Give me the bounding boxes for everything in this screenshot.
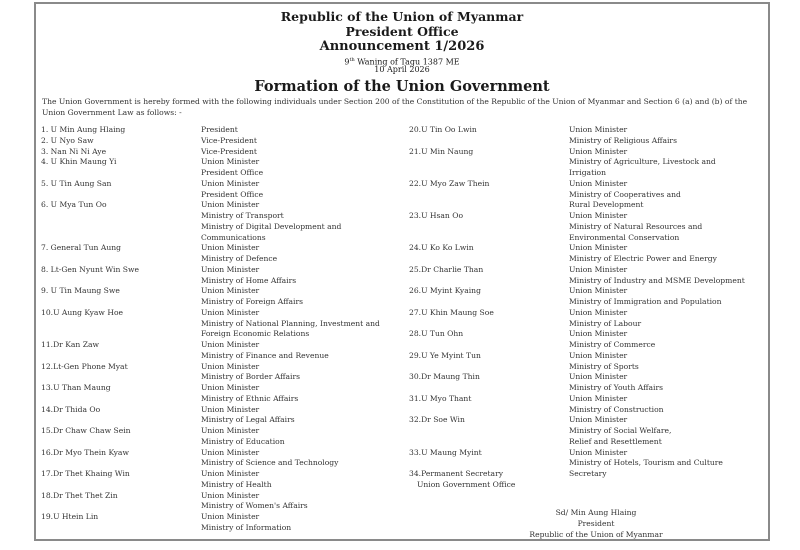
announcement-document bbox=[34, 2, 770, 541]
member-name bbox=[41, 491, 201, 513]
member-roles bbox=[569, 147, 716, 179]
member-entry bbox=[409, 448, 745, 470]
member-entry bbox=[41, 448, 380, 470]
member-name bbox=[409, 469, 569, 491]
member-name-text: 31.U Myo Thant bbox=[409, 393, 472, 403]
member-entry bbox=[41, 383, 380, 405]
member-name bbox=[409, 286, 569, 308]
member-position: Vice-President bbox=[201, 146, 257, 156]
member-roles bbox=[201, 125, 238, 136]
member-entry bbox=[41, 426, 380, 448]
member-position: Union Minister bbox=[569, 125, 628, 134]
date-day: 9 bbox=[344, 57, 350, 67]
member-name bbox=[409, 308, 569, 330]
member-ministry: Ministry of Agriculture, Livestock and bbox=[569, 157, 716, 167]
member-position: Union Minister bbox=[201, 383, 260, 392]
member-ministry: Ministry of Education bbox=[201, 436, 285, 446]
member-position: Union Minister bbox=[201, 243, 260, 253]
member-name-text: 3. Nan Ni Ni Aye bbox=[41, 146, 107, 156]
member-roles bbox=[201, 426, 285, 448]
header-country: Republic of the Union of Myanmar bbox=[280, 9, 524, 24]
member-name-text: 25.Dr Charlie Than bbox=[409, 264, 484, 274]
member-roles bbox=[569, 394, 664, 416]
signature-country: Republic of the Union of Myanmar bbox=[529, 529, 663, 539]
member-ministry: Rural Development bbox=[569, 200, 644, 210]
member-name bbox=[409, 211, 569, 243]
member-name-text: 9. U Tin Maung Swe bbox=[41, 286, 120, 296]
member-position: Union Minister bbox=[569, 146, 628, 156]
signature-name: Sd/ Min Aung Hlaing bbox=[555, 508, 637, 517]
member-ministry: Ministry of Foreign Affairs bbox=[201, 297, 303, 306]
header-announcement-number: Announcement 1/2026 bbox=[319, 39, 485, 54]
member-name-text: 17.Dr Thet Khaing Win bbox=[41, 469, 130, 478]
member-position: Union Minister bbox=[201, 404, 260, 414]
member-name-text: 12.Lt-Gen Phone Myat bbox=[41, 361, 128, 371]
member-name-text: 18.Dr Thet Thet Zin bbox=[41, 490, 118, 500]
member-roles bbox=[201, 362, 300, 384]
member-entry bbox=[409, 329, 745, 351]
member-name bbox=[409, 147, 569, 179]
member-name bbox=[41, 362, 201, 384]
member-name-text: 5. U Tin Aung San bbox=[41, 178, 112, 188]
member-ministry: Ministry of Information bbox=[201, 522, 292, 532]
date-ordinal: th bbox=[349, 57, 355, 63]
member-roles bbox=[569, 351, 639, 373]
member-name-text: 15.Dr Chaw Chaw Sein bbox=[41, 426, 131, 435]
member-position: Union Minister bbox=[201, 307, 260, 317]
member-name-text: 1. U Min Aung Hlaing bbox=[41, 125, 126, 134]
member-entry bbox=[41, 125, 380, 136]
member-name bbox=[41, 179, 201, 201]
member-entry bbox=[409, 469, 745, 491]
member-entry bbox=[41, 469, 380, 491]
member-entry bbox=[409, 179, 745, 211]
member-name bbox=[41, 157, 201, 179]
member-entry bbox=[409, 265, 745, 287]
member-entry bbox=[41, 265, 380, 287]
member-entry bbox=[41, 512, 380, 534]
member-name-text: 24.U Ko Ko Lwin bbox=[409, 243, 474, 253]
member-ministry: Ministry of Electric Power and Energy bbox=[569, 254, 717, 263]
member-entry bbox=[409, 372, 745, 394]
member-name-text: 27.U Khin Maung Soe bbox=[409, 307, 494, 317]
member-roles bbox=[569, 469, 607, 491]
member-position: Union Minister bbox=[201, 286, 260, 296]
member-roles bbox=[569, 308, 641, 330]
member-list-right bbox=[409, 125, 745, 491]
member-ministry: Ministry of Health bbox=[201, 479, 272, 489]
member-ministry: Ministry of Ethnic Affairs bbox=[201, 393, 299, 403]
member-name-text: 14.Dr Thida Oo bbox=[41, 404, 101, 414]
member-position: Union Minister bbox=[569, 243, 628, 253]
member-ministry: Ministry of Commerce bbox=[569, 340, 656, 349]
member-name bbox=[41, 469, 201, 491]
member-ministry: Relief and Resettlement bbox=[569, 436, 662, 446]
member-ministry: President Office bbox=[201, 189, 264, 199]
member-position: Union Minister bbox=[569, 178, 628, 188]
member-ministry: Ministry of Cooperatives and bbox=[569, 189, 681, 199]
member-roles bbox=[569, 448, 723, 470]
member-name-text: 33.U Maung Myint bbox=[409, 447, 482, 457]
member-ministry: Ministry of Women's Affairs bbox=[201, 501, 308, 511]
member-ministry: Ministry of Social Welfare, bbox=[569, 426, 672, 435]
member-name bbox=[409, 394, 569, 416]
member-position: Union Minister bbox=[569, 372, 628, 382]
member-ministry: Ministry of Digital Development and bbox=[201, 221, 342, 231]
member-name-text: 8. Lt-Gen Nyunt Win Swe bbox=[41, 264, 139, 274]
intro-paragraph: The Union Government is hereby formed with the following individuals under Section 200 of the Constitution of the Republic of the Union of Myanmar and Section 6 (a) and (b) of the Union Government Law as follows: - bbox=[42, 97, 748, 117]
member-entry bbox=[41, 340, 380, 362]
member-name bbox=[41, 340, 201, 362]
header-office: President Office bbox=[345, 24, 459, 39]
member-name-text: 20.U Tin Oo Lwin bbox=[409, 125, 477, 134]
member-position: Union Minister bbox=[569, 393, 628, 403]
member-name bbox=[41, 243, 201, 265]
signature-title: President bbox=[577, 518, 615, 528]
member-name bbox=[41, 136, 201, 147]
member-name bbox=[41, 308, 201, 340]
member-ministry: Ministry of Home Affairs bbox=[201, 275, 297, 285]
member-entry bbox=[41, 405, 380, 427]
member-roles bbox=[201, 448, 338, 470]
member-ministry: Ministry of Sports bbox=[569, 361, 639, 371]
member-name-text: 4. U Khin Maung Yi bbox=[41, 157, 117, 167]
member-roles bbox=[201, 200, 341, 243]
member-roles bbox=[201, 512, 291, 534]
member-position: Vice-President bbox=[201, 135, 257, 145]
member-position: Union Minister bbox=[569, 329, 628, 339]
member-roles bbox=[569, 265, 745, 287]
member-position: Union Minister bbox=[201, 264, 260, 274]
member-position: Union Minister bbox=[201, 178, 260, 188]
member-entry bbox=[409, 243, 745, 265]
member-name-text: 10.U Aung Kyaw Hoe bbox=[41, 307, 124, 317]
member-ministry: President Office bbox=[201, 168, 264, 177]
member-name bbox=[41, 265, 201, 287]
member-ministry: Ministry of Science and Technology bbox=[201, 458, 339, 468]
member-ministry: Ministry of Border Affairs bbox=[201, 372, 301, 382]
member-roles bbox=[569, 286, 722, 308]
member-name bbox=[409, 179, 569, 211]
member-roles bbox=[201, 265, 296, 287]
member-entry bbox=[41, 362, 380, 384]
member-roles bbox=[201, 286, 303, 308]
member-position: Union Minister bbox=[201, 340, 260, 349]
member-name bbox=[409, 448, 569, 470]
member-ministry: Ministry of Natural Resources and bbox=[569, 221, 703, 231]
member-roles bbox=[201, 308, 380, 340]
member-name bbox=[409, 351, 569, 373]
member-name bbox=[409, 265, 569, 287]
member-name-text: 16.Dr Myo Thein Kyaw bbox=[41, 447, 129, 457]
member-entry bbox=[41, 200, 380, 243]
member-ministry: Ministry of Legal Affairs bbox=[201, 415, 295, 425]
member-entry bbox=[409, 351, 745, 373]
member-name bbox=[41, 147, 201, 158]
member-position: Union Minister bbox=[201, 512, 260, 521]
member-position: Union Minister bbox=[569, 415, 628, 425]
member-roles bbox=[569, 211, 702, 243]
member-roles bbox=[569, 329, 655, 351]
member-name bbox=[41, 125, 201, 136]
member-name-text: 23.U Hsan Oo bbox=[409, 211, 464, 220]
member-roles bbox=[569, 125, 677, 147]
member-position: Union Minister bbox=[569, 211, 628, 220]
member-position: Union Minister bbox=[201, 157, 260, 167]
member-entry bbox=[409, 308, 745, 330]
member-position: Union Minister bbox=[569, 307, 628, 317]
member-ministry: Environmental Conservation bbox=[569, 232, 680, 242]
signature-block bbox=[476, 508, 716, 540]
member-ministry: Ministry of Industry and MSME Development bbox=[569, 275, 745, 285]
member-name bbox=[41, 405, 201, 427]
member-entry bbox=[409, 415, 745, 447]
member-entry bbox=[41, 147, 380, 158]
member-roles bbox=[201, 469, 272, 491]
member-roles bbox=[201, 157, 263, 179]
member-roles bbox=[201, 340, 329, 362]
member-position: Union Minister bbox=[201, 361, 260, 371]
member-entry bbox=[41, 157, 380, 179]
header-gregorian-date: 10 April 2026 bbox=[374, 65, 430, 74]
member-position: Union Minister bbox=[201, 426, 260, 435]
member-name-text: 11.Dr Kan Zaw bbox=[41, 340, 100, 349]
member-list-left bbox=[41, 125, 380, 534]
date-rest: Waning of Tagu 1387 ME bbox=[354, 57, 460, 67]
member-ministry: Ministry of Labour bbox=[569, 318, 642, 328]
member-name bbox=[409, 243, 569, 265]
member-name bbox=[41, 512, 201, 534]
member-name bbox=[409, 125, 569, 147]
member-name bbox=[409, 372, 569, 394]
document-title: Formation of the Union Government bbox=[254, 78, 550, 95]
member-name-text: 7. General Tun Aung bbox=[41, 243, 121, 253]
member-ministry: Ministry of Defence bbox=[201, 254, 278, 263]
member-ministry: Irrigation bbox=[569, 168, 607, 177]
member-position: President bbox=[201, 125, 238, 134]
member-name-text: 13.U Than Maung bbox=[41, 383, 111, 392]
member-roles bbox=[569, 243, 717, 265]
member-entry bbox=[41, 136, 380, 147]
member-entry bbox=[41, 308, 380, 340]
member-roles bbox=[201, 491, 308, 513]
member-entry bbox=[41, 243, 380, 265]
member-name-text: 29.U Ye Myint Tun bbox=[409, 350, 481, 360]
member-name-text: 28.U Tun Ohn bbox=[409, 329, 464, 339]
member-roles bbox=[201, 383, 298, 405]
member-entry bbox=[409, 211, 745, 243]
member-ministry: Ministry of Construction bbox=[569, 404, 664, 414]
member-position: Secretary bbox=[569, 469, 607, 478]
member-position: Union Minister bbox=[201, 200, 260, 210]
member-entry bbox=[41, 491, 380, 513]
member-entry bbox=[41, 179, 380, 201]
member-roles bbox=[201, 405, 295, 427]
member-name bbox=[41, 426, 201, 448]
member-ministry: Communications bbox=[201, 232, 266, 242]
member-roles bbox=[201, 179, 263, 201]
member-name bbox=[41, 286, 201, 308]
member-ministry: Ministry of Finance and Revenue bbox=[201, 350, 329, 360]
member-name-text: 30.Dr Maung Thin bbox=[409, 372, 480, 382]
member-name bbox=[409, 329, 569, 351]
member-position: Union Minister bbox=[201, 490, 260, 500]
member-name-text: 34.Permanent Secretary bbox=[409, 469, 504, 478]
member-name bbox=[41, 200, 201, 243]
member-position: Union Minister bbox=[201, 469, 260, 478]
member-entry bbox=[41, 286, 380, 308]
member-ministry: Ministry of Transport bbox=[201, 211, 284, 220]
member-position: Union Minister bbox=[569, 264, 628, 274]
member-name-text: 6. U Mya Tun Oo bbox=[41, 200, 107, 210]
member-roles bbox=[201, 136, 257, 147]
member-entry bbox=[409, 286, 745, 308]
member-roles bbox=[201, 147, 257, 158]
member-roles bbox=[569, 372, 663, 394]
member-ministry: Ministry of Religious Affairs bbox=[569, 135, 677, 145]
member-name-subline: Union Government Office bbox=[417, 479, 516, 489]
member-entry bbox=[409, 147, 745, 179]
member-entry bbox=[409, 394, 745, 416]
member-position: Union Minister bbox=[569, 447, 628, 457]
member-roles bbox=[201, 243, 277, 265]
member-name-text: 26.U Myint Kyaing bbox=[409, 286, 481, 296]
member-ministry: Ministry of Immigration and Population bbox=[569, 297, 722, 306]
member-ministry: Foreign Economic Relations bbox=[201, 329, 310, 339]
member-ministry: Ministry of Hotels, Tourism and Culture bbox=[569, 458, 723, 468]
member-name-text: 21.U Min Naung bbox=[409, 146, 474, 156]
member-name-text: 22.U Myo Zaw Thein bbox=[409, 178, 490, 188]
member-name-text: 2. U Nyo Saw bbox=[41, 135, 94, 145]
member-name-text: 32.Dr Soe Win bbox=[409, 415, 465, 425]
member-position: Union Minister bbox=[569, 350, 628, 360]
member-position: Union Minister bbox=[201, 447, 260, 457]
member-entry bbox=[409, 125, 745, 147]
member-roles bbox=[569, 415, 671, 447]
member-ministry: Ministry of Youth Affairs bbox=[569, 383, 664, 392]
member-roles bbox=[569, 179, 681, 211]
member-name-text: 19.U Htein Lin bbox=[41, 512, 99, 521]
member-name bbox=[41, 448, 201, 470]
member-name bbox=[41, 383, 201, 405]
member-position: Union Minister bbox=[569, 286, 628, 296]
member-name bbox=[409, 415, 569, 447]
member-ministry: Ministry of National Planning, Investment and bbox=[201, 318, 380, 328]
